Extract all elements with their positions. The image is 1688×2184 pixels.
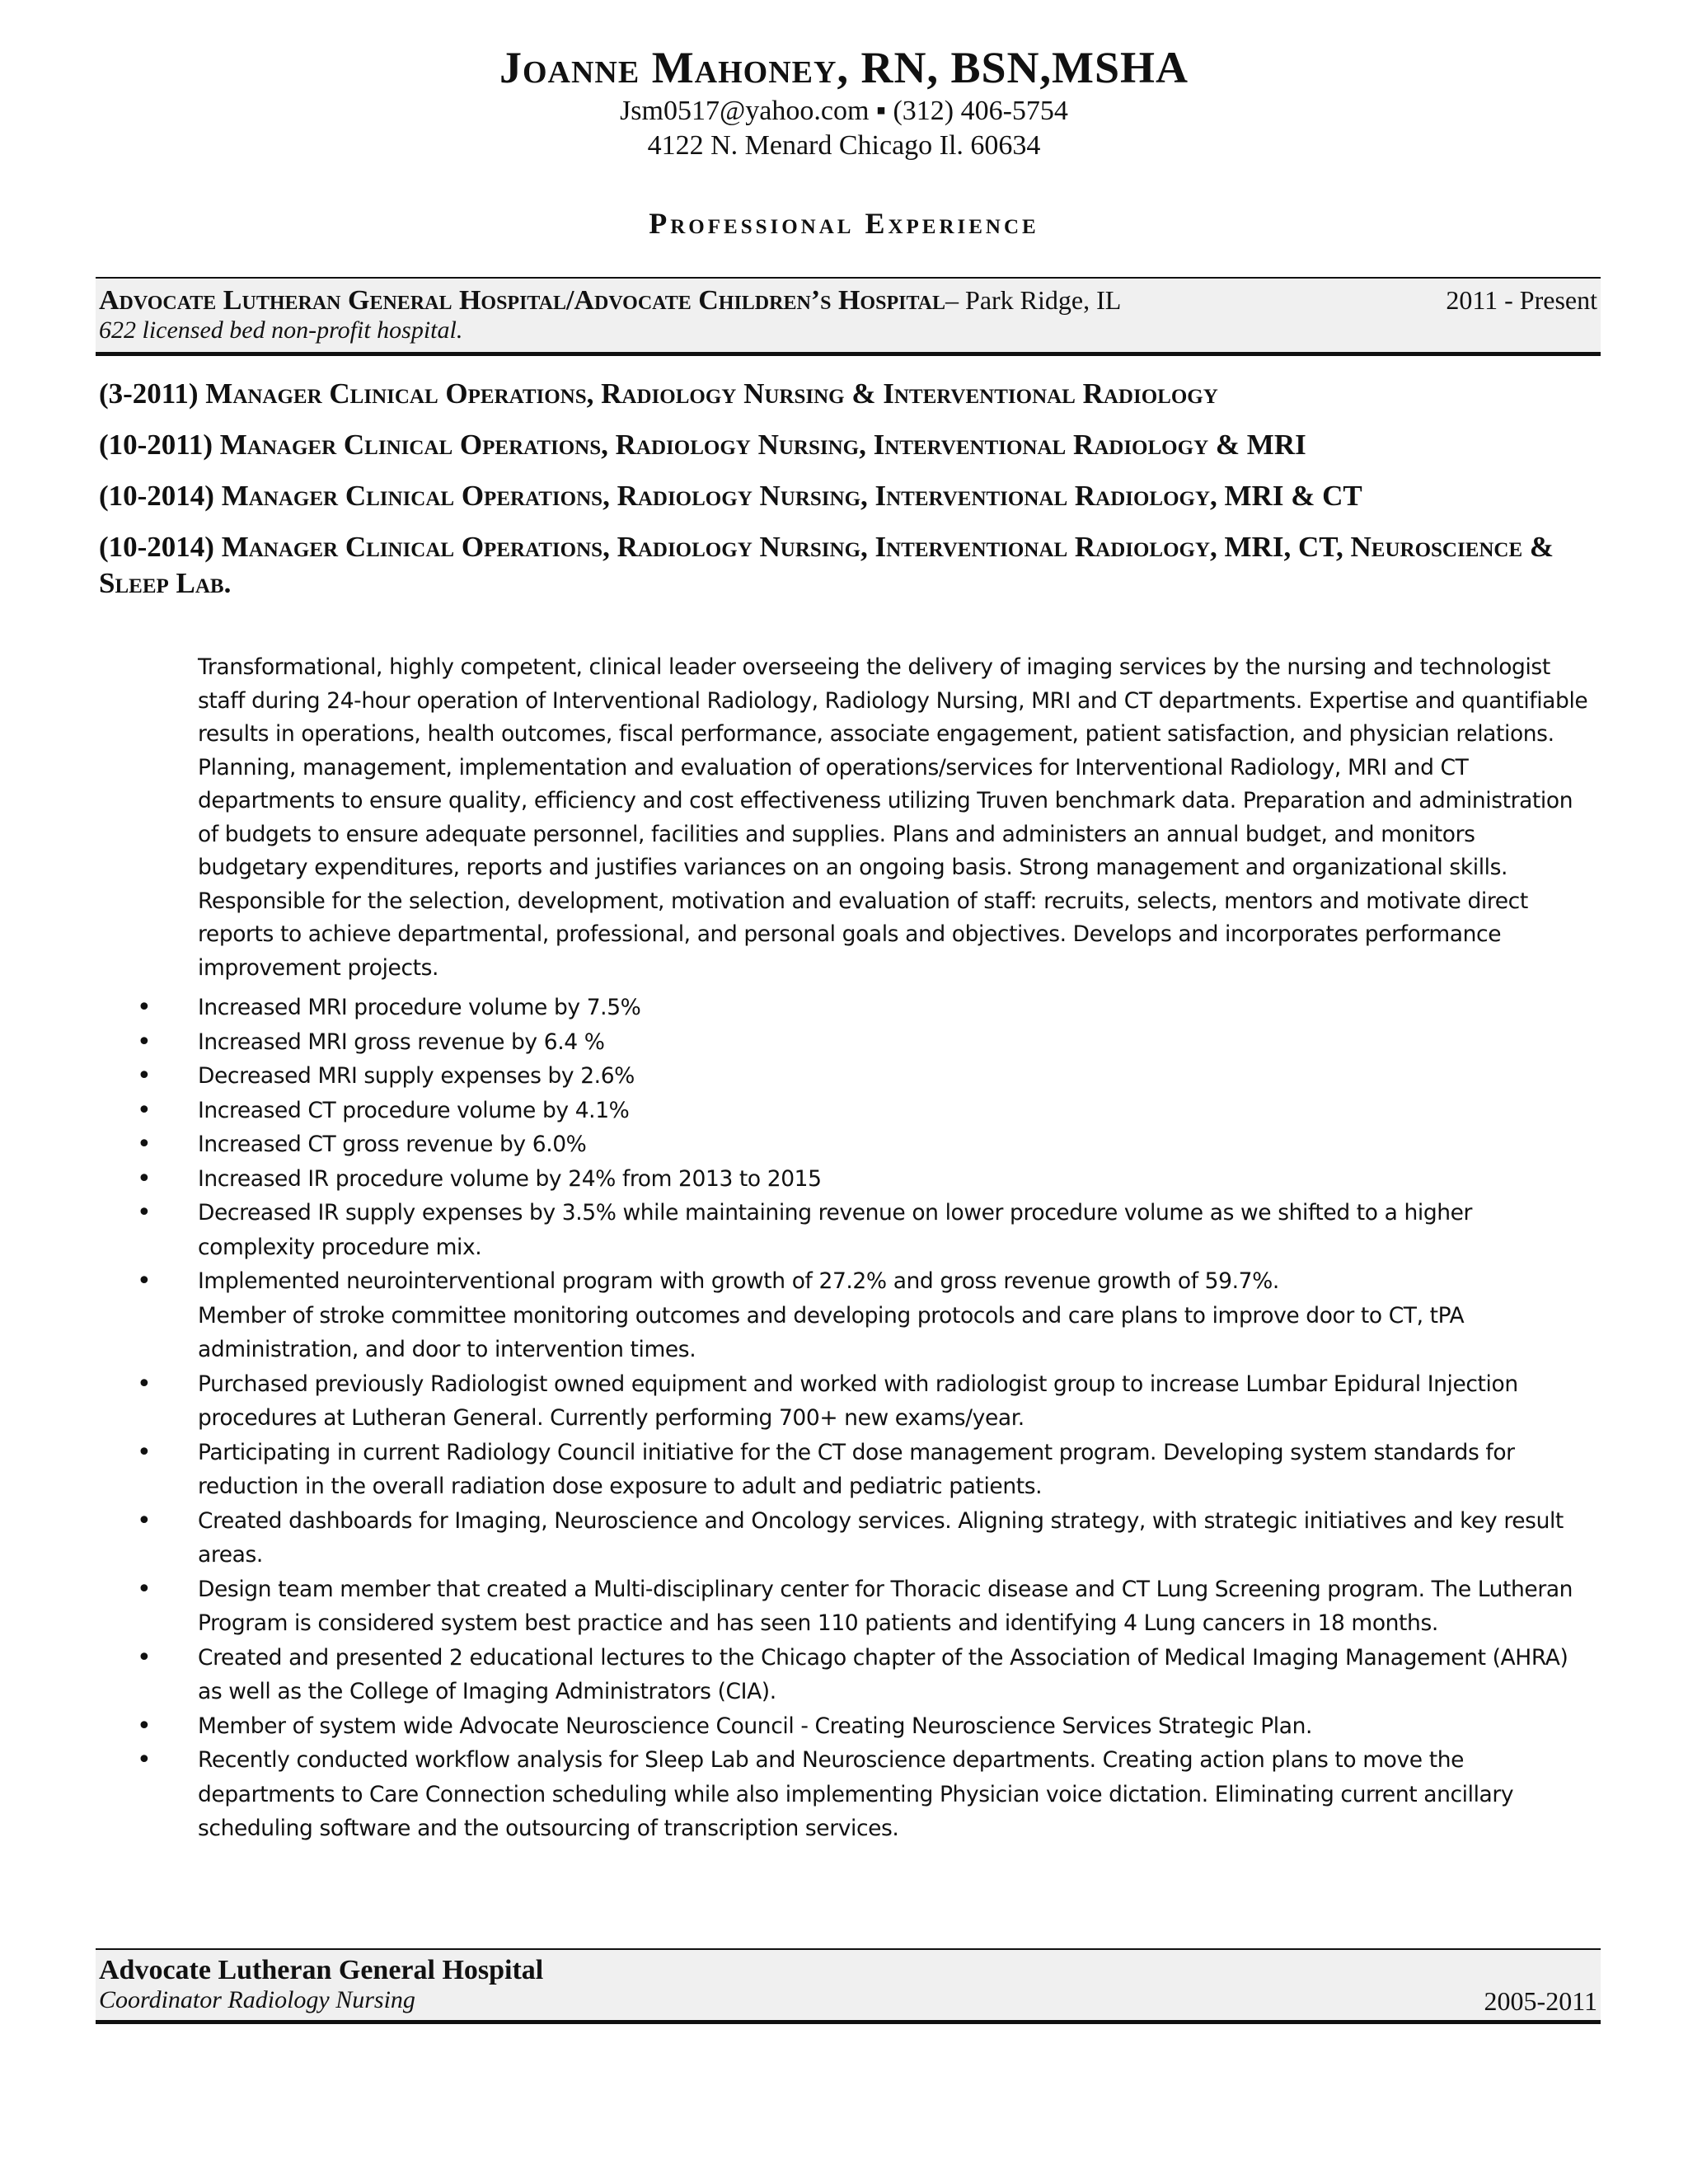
list-item: • Recently conducted workflow analysis for Sleep Lab and Neuroscience departments. Creating action plans to move the departments to Care Connection scheduling while also implementing Physician voice dictation. Eliminating current ancillary scheduling software and the outsourcing of transcription services. [0,1743,1591,1846]
list-item: • Increased MRI gross revenue by 6.4 % [0,1025,1591,1060]
contact-address: 4122 N. Menard Chicago Il. 60634 [647,130,1041,161]
employer-description: 622 licensed bed non-profit hospital. [99,316,463,344]
contact-email-phone: Jsm0517@yahoo.com ▪ (312) 406-5754 [620,96,1068,126]
list-item: • Increased CT gross revenue by 6.0% [0,1127,1591,1162]
bullet-icon: • [137,993,152,1022]
list-item: • Implemented neurointerventional program with growth of 27.2% and gross revenue growth of 59.7%. Member of stroke committee monitoring outcomes and developing protocols and care plans to improve door to CT, tPA administration, and door to intervention times. [0,1264,1591,1367]
stroke-committee-note: Member of stroke committee monitoring outcomes and developing protocols and care plans to improve door to CT, tPA administration, and door to intervention times. [198,1302,1465,1362]
bullet-icon: • [137,1027,152,1057]
list-item: • Increased MRI procedure volume by 7.5% [0,991,1591,1025]
employer-name: Advocate Lutheran General Hospital/Advocate Children’s Hospital [99,285,946,316]
bullet-icon: • [137,1095,152,1125]
job-header-previous [96,1948,1601,2024]
bullet-icon: • [137,1574,152,1604]
bullet-icon: • [137,1062,152,1090]
list-item: • Decreased MRI supply expenses by 2.6% [0,1059,1591,1094]
employer-location: – Park Ridge, IL [945,285,1122,315]
bullet-icon: • [137,1164,152,1193]
position-title: (10-2014) Manager Clinical Operations, Radiology Nursing, Interventional Radiology, MRI & CT [99,480,1362,512]
role-summary: Transformational, highly competent, clinical leader overseeing the delivery of imaging services by the nursing and technologist staff during 24-hour operation of Interventional Radiology, Radiology Nursing, MRI and CT departments. Expertise and quantifiable results in operations, health outcomes, fiscal performance, associate engagement, patient satisfaction, and physician relations. Planning, management, implementation and evaluation of operations/services for Interventional Radiology, MRI and CT departments to ensure quality, efficiency and cost effectiveness utilizing Truven benchmark data. Preparation and administration of budgets to ensure adequate personnel, facilities and supplies. Plans and administers an annual budget, and monitors budgetary expenditures, reports and justifies variances on an ongoing basis. Strong management and organizational skills. Responsible for the selection, development, motivation and evaluation of staff: recruits, selects, mentors and motivate direct reports to achieve departmental, professional, and personal goals and objectives. Develops and incorporates performance improvement projects. [198,654,1588,981]
employment-dates: 2005-2011 [1484,1986,1597,2016]
position-titles [99,376,1599,616]
achievement-list [0,991,1688,1846]
employment-dates: 2011 - Present [1446,285,1597,315]
list-item: • Increased CT procedure volume by 4.1% [0,1094,1591,1128]
list-item: • Decreased IR supply expenses by 3.5% while maintaining revenue on lower procedure volume as we shifted to a higher complexity procedure mix. [0,1196,1591,1264]
list-item: • Created dashboards for Imaging, Neuroscience and Oncology services. Aligning strategy, with strategic initiatives and key result areas. [0,1504,1591,1572]
bullet-icon: • [137,1506,152,1535]
bullet-icon: • [137,1130,152,1159]
list-item: • Created and presented 2 educational lectures to the Chicago chapter of the Association of Medical Imaging Management (AHRA) as well as the College of Imaging Administrators (CIA). [0,1641,1591,1709]
bullet-icon: • [137,1643,152,1672]
list-item: • Purchased previously Radiologist owned equipment and worked with radiologist group to increase Lumbar Epidural Injection procedures at Lutheran General. Currently performing 700+ new exams/year. [0,1367,1591,1436]
list-item: • Increased IR procedure volume by 24% from 2013 to 2015 [0,1162,1591,1197]
resume-header [0,41,1688,163]
bullet-icon: • [137,1746,152,1774]
bullet-icon: • [137,1369,152,1399]
bullet-icon: • [137,1437,152,1467]
list-item: • Design team member that created a Multi-disciplinary center for Thoracic disease and CT Lung Screening program. The Lutheran Program is considered system best practice and has seen 110 patients and identifying 4 Lung cancers in 18 months. [0,1572,1591,1641]
bullet-icon: • [137,1198,152,1227]
job-header-current [96,277,1601,356]
position-title: (10-2011) Manager Clinical Operations, Radiology Nursing, Interventional Radiology & MRI [99,429,1306,461]
position-title: (3-2011) Manager Clinical Operations, Radiology Nursing & Interventional Radiology [99,377,1218,410]
candidate-name: Joanne Mahoney, RN, BSN,MSHA [499,43,1189,92]
position-title: (10-2014) Manager Clinical Operations, Radiology Nursing, Interventional Radiology, MRI, CT, Neuroscience & Sleep Lab. [99,531,1554,599]
job-title: Coordinator Radiology Nursing [99,1986,415,2013]
list-item: • Participating in current Radiology Council initiative for the CT dose management program. Developing system standards for reduction in the overall radiation dose exposure to adult and pediatric patients. [0,1436,1591,1504]
employer-name: Advocate Lutheran General Hospital [99,1955,544,1985]
section-title-experience: Professional Experience [649,207,1039,240]
list-item: • Member of system wide Advocate Neuroscience Council - Creating Neuroscience Services Strategic Plan. [0,1709,1591,1744]
bullet-icon: • [137,1267,152,1296]
bullet-icon: • [137,1711,152,1741]
